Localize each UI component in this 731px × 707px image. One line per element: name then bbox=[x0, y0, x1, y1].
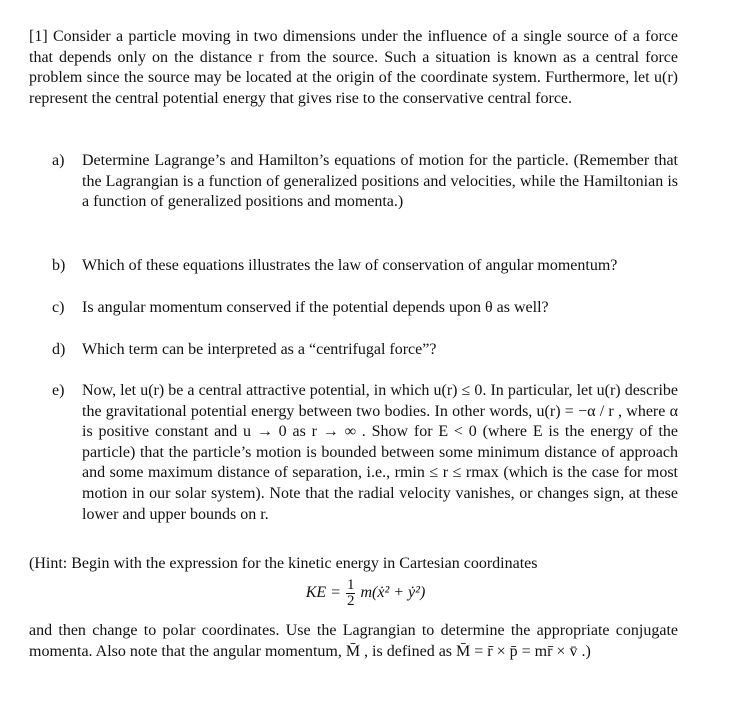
item-e-text: Now, let u(r) be a central attractive potential, in which u(r) ≤ 0. In particular, let u(r) describe the gravitational potential energy between two bodies. In other words, u(r) = −α / r , where α is positive constant and u → 0 as r → ∞ . Show for E < 0 (where E is the energy of the particle) that the particle’s motion is bounded between some minimum distance of approach and some maximum distance of separation, i.e., rmin ≤ r ≤ rmax (which is the case for most motion in our solar system). Note that the radial velocity vanishes, or changes sign, at these lower and upper bounds on r. bbox=[82, 382, 678, 523]
item-e bbox=[52, 381, 678, 525]
hint-line: (Hint: Begin with the expression for the kinetic energy in Cartesian coordinates bbox=[29, 555, 538, 572]
item-b-text: Which of these equations illustrates the law of conservation of angular momentum? bbox=[82, 257, 618, 274]
kinetic-energy-equation bbox=[0, 578, 731, 618]
item-b bbox=[52, 256, 678, 277]
fraction-numerator: 1 bbox=[346, 577, 355, 593]
item-b-label: b) bbox=[52, 257, 66, 274]
problem-intro: [1] Consider a particle moving in two dimensions under the influence of a single source of a force that depends only on the distance r from the source. Such a situation is known as a central force problem since the source may be located at the origin of the coordinate system. Furthermore, let u(r) represent the central potential energy that gives rise to the conservative central force. bbox=[29, 28, 678, 107]
equation-fraction bbox=[346, 578, 356, 609]
equation-lhs: KE = bbox=[305, 584, 341, 602]
equation-rhs: m(ẋ² + ẏ²) bbox=[360, 584, 426, 602]
item-e-label: e) bbox=[52, 382, 65, 399]
item-c bbox=[52, 298, 678, 319]
item-d bbox=[52, 340, 678, 361]
fraction-denominator: 2 bbox=[346, 593, 355, 609]
item-a-label: a) bbox=[52, 152, 65, 169]
item-d-label: d) bbox=[52, 341, 66, 358]
item-a-text: Determine Lagrange’s and Hamilton’s equations of motion for the particle. (Remember that the Lagrangian is a function of generalized positions and velocities, while the Hamiltonian is a function of generalized positions and momenta.) bbox=[82, 152, 678, 211]
hint-after: and then change to polar coordinates. Use the Lagrangian to determine the appropriate conjugate momenta. Also note that the angular momentum, M̄ , is defined as M̄ = r̄ × p̄ = mr̄ × v̄ .) bbox=[29, 622, 678, 660]
item-c-label: c) bbox=[52, 299, 65, 316]
item-a bbox=[52, 151, 678, 213]
item-d-text: Which term can be interpreted as a “centrifugal force”? bbox=[82, 341, 437, 358]
item-c-text: Is angular momentum conserved if the potential depends upon θ as well? bbox=[82, 299, 549, 316]
